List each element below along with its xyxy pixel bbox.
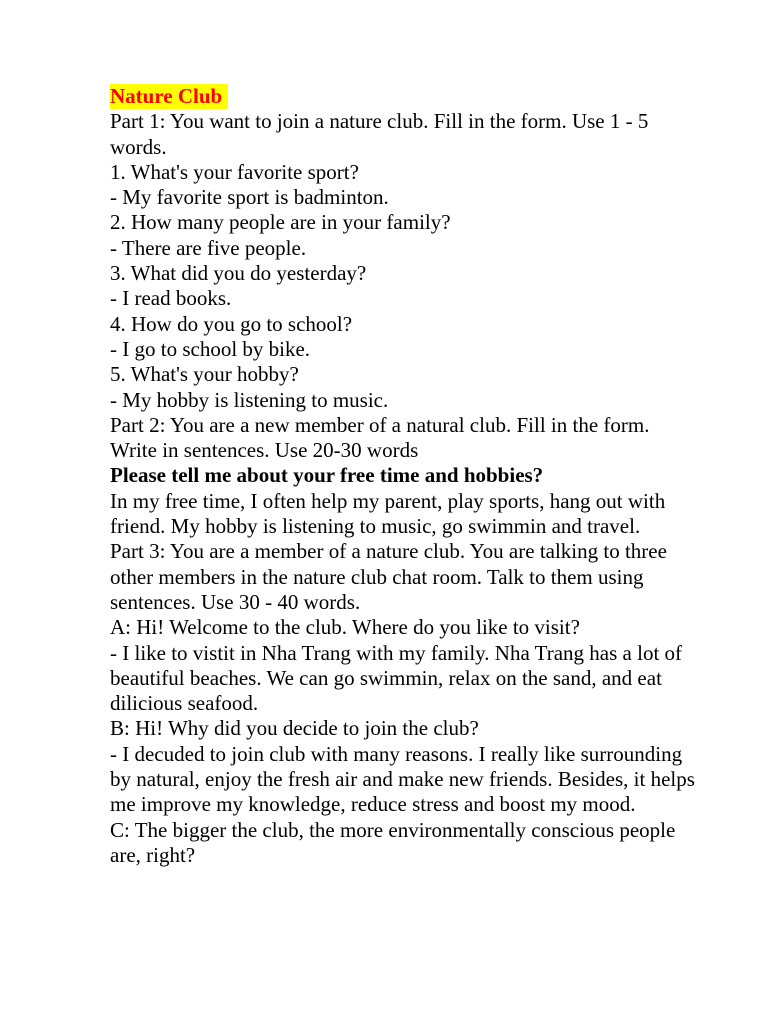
document-page [110,84,700,868]
part3-question-a: A: Hi! Welcome to the club. Where do you like to visit? [110,615,580,640]
part3-instruction: Part 3: You are a member of a nature club. You are talking to three other members in the nature club chat room. Talk to them using sentences. Use 30 - 40 words. [110,539,667,614]
part3-question-b: B: Hi! Why did you decide to join the club? [110,716,479,741]
part3-answer-a: - I like to vistit in Nha Trang with my family. Nha Trang has a lot of beautiful beaches. We can go swimmin, relax on the sand, and eat dilicious seafood. [110,640,683,716]
part3-answer-b: - I decuded to join club with many reasons. I really like surrounding by natural, enjoy the fresh air and make new friends. Besides, it helps me improve my knowledge, reduce stress and boost my mood. [110,741,695,817]
part1-question-4: 4. How do you go to school? [110,311,353,336]
part1-question-1: 1. What's your favorite sport? [110,159,359,184]
part1-question-2: 2. How many people are in your family? [110,210,451,235]
part1-answer-4: - I go to school by bike. [110,336,311,361]
part2-question: Please tell me about your free time and hobbies? [110,463,544,488]
part1-answer-2: - There are five people. [110,235,307,260]
part1-answer-1: - My favorite sport is badminton. [110,185,389,210]
part3-question-c: C: The bigger the club, the more environmentally conscious people are, right? [110,817,676,867]
part2-answer: In my free time, I often help my parent, play sports, hang out with friend. My hobby is listening to music, go swimmin and travel. [110,488,666,539]
part2-instruction: Part 2: You are a new member of a natural club. Fill in the form. Write in sentences. Use 20-30 words [110,412,650,463]
title-line [110,84,700,109]
part1-answer-3: - I read books. [110,286,232,311]
document-title: Nature Club [110,84,228,109]
part1-instruction: Part 1: You want to join a nature club. Fill in the form. Use 1 - 5 words. [110,109,649,159]
part1-question-3: 3. What did you do yesterday? [110,261,367,286]
part1-answer-5: - My hobby is listening to music. [110,387,389,412]
part1-question-5: 5. What's your hobby? [110,362,299,387]
